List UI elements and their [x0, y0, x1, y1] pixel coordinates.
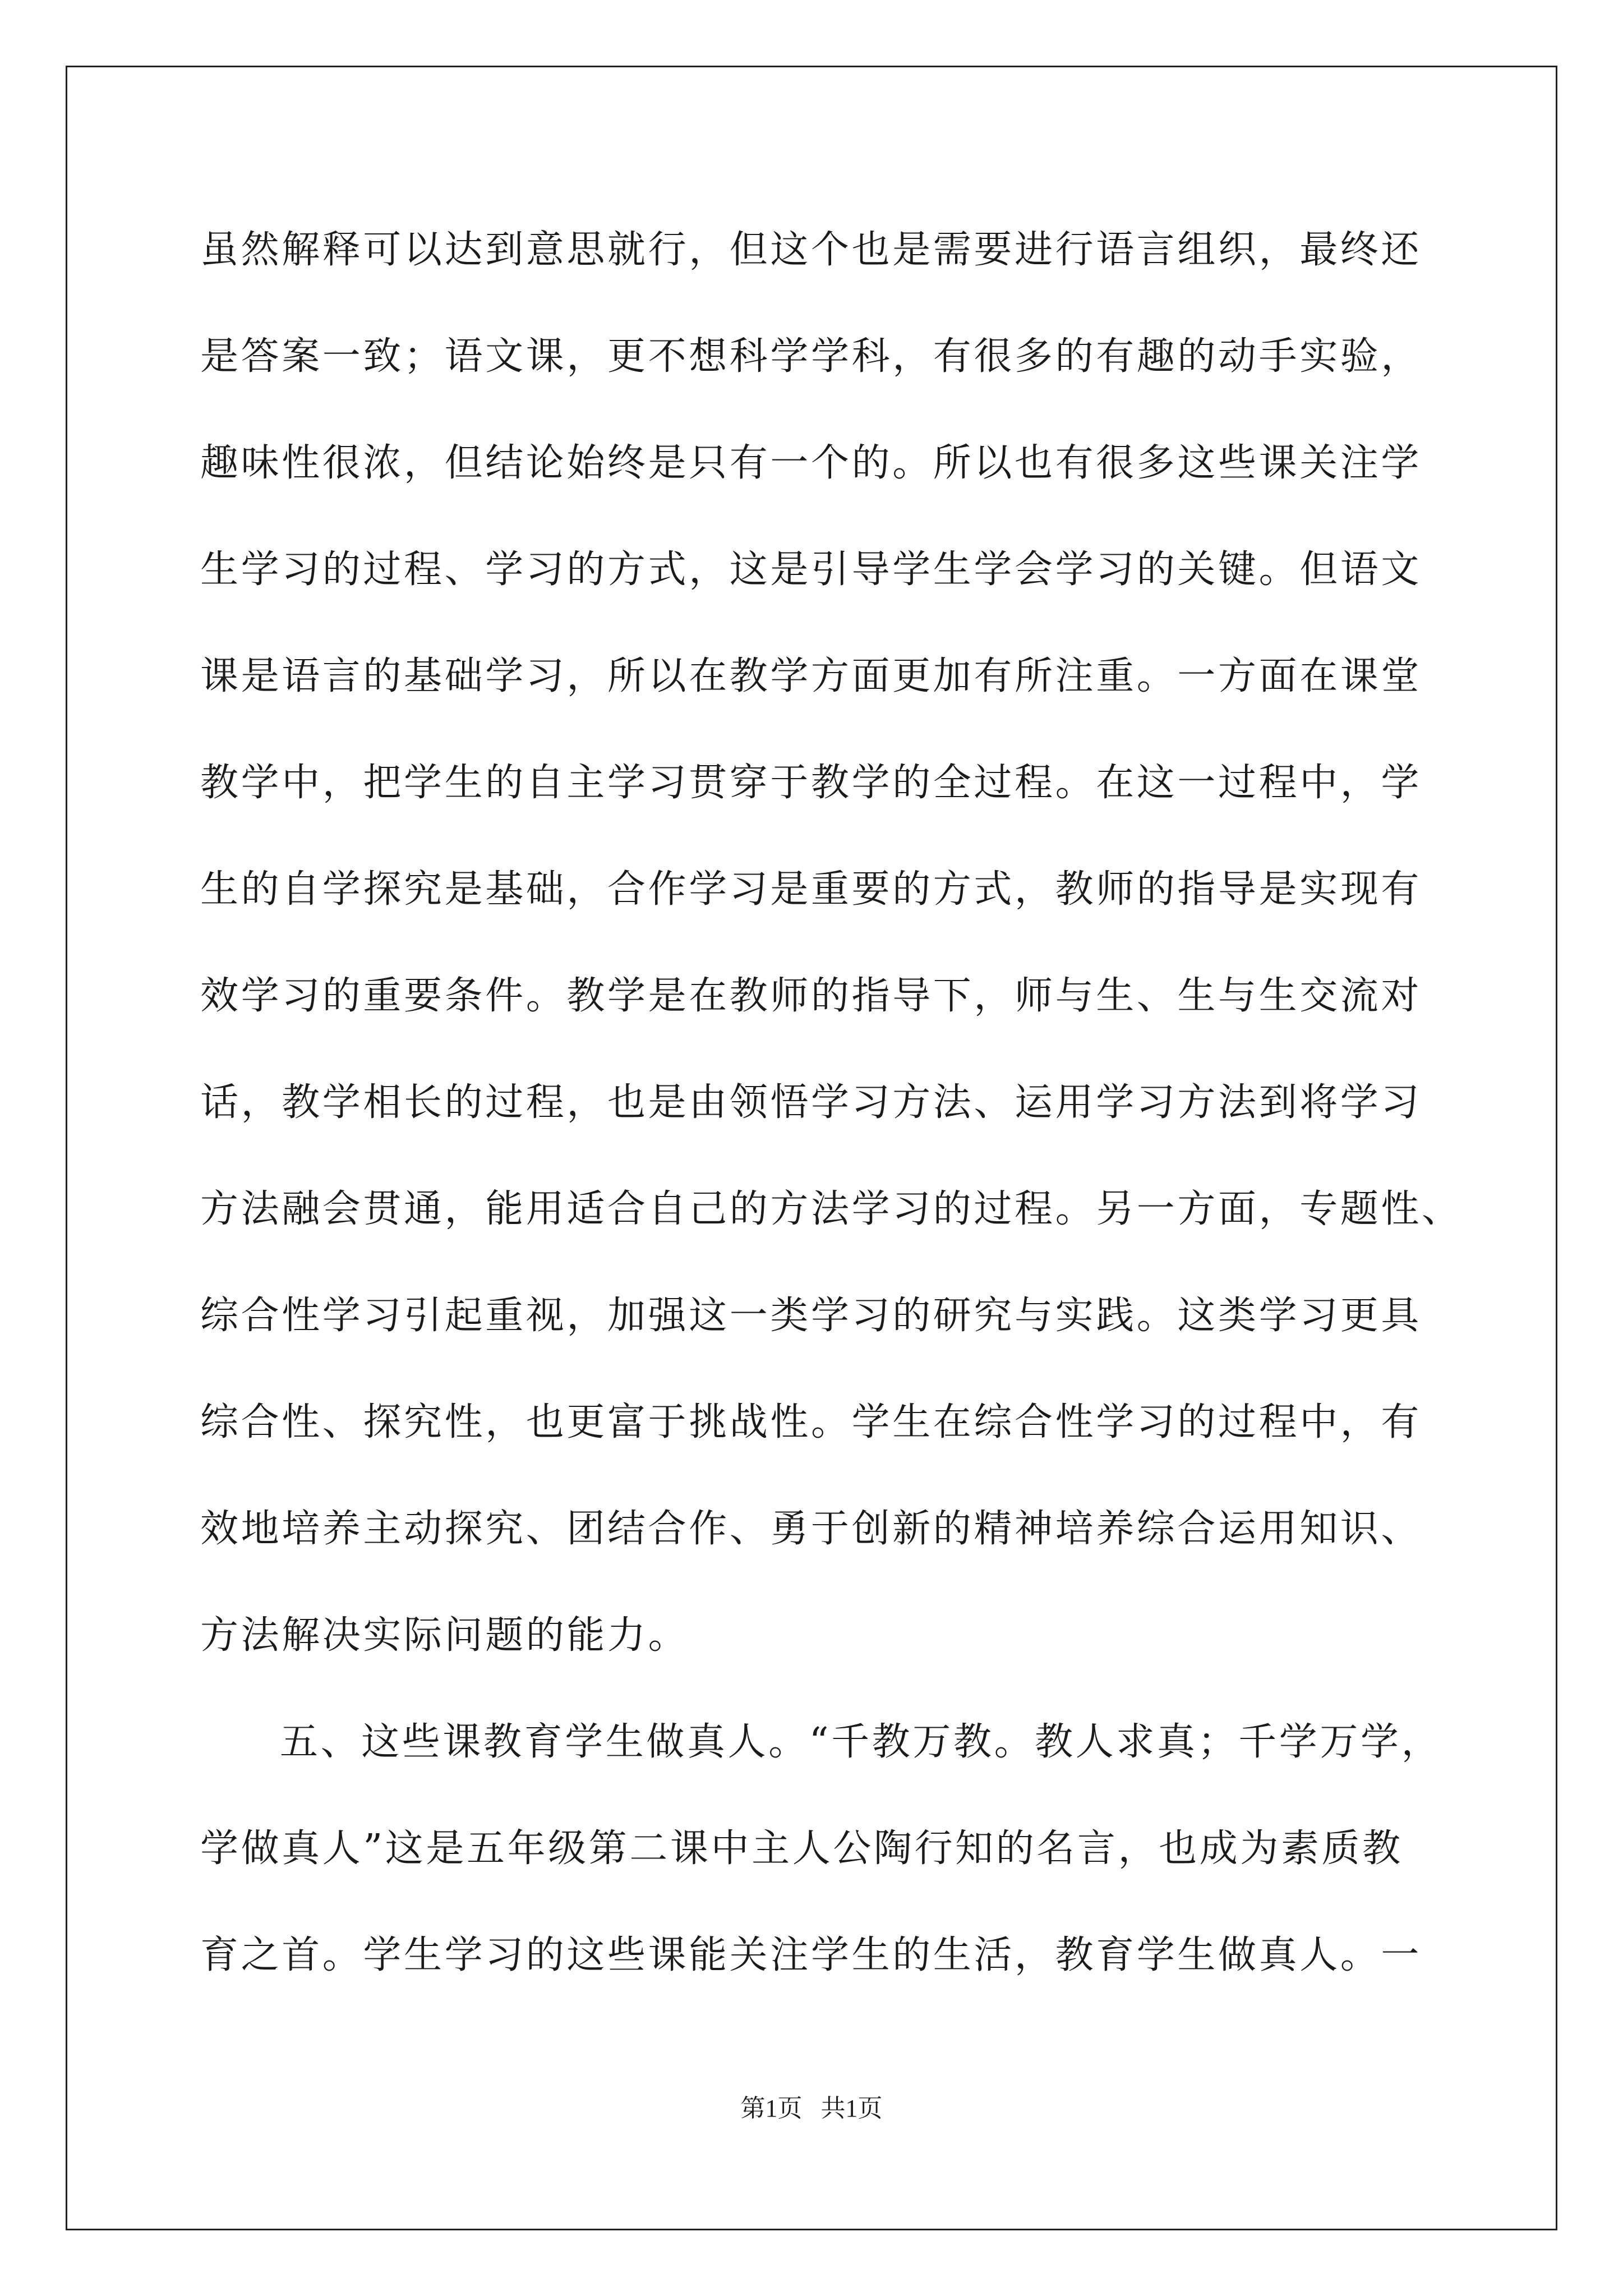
paragraph-first-line: 五、这些课教育学生做真人。“千教万教。教人求真；千学万学，	[280, 1720, 1442, 1764]
text-line: 生的自学探究是基础，合作学习是重要的方式，教师的指导是实现有	[200, 867, 1422, 912]
text-line: 方法解决实际问题的能力。	[200, 1613, 689, 1658]
text-line: 效学习的重要条件。教学是在教师的指导下，师与生、生与生交流对	[200, 974, 1422, 1018]
text-line: 综合性学习引起重视，加强这一类学习的研究与实践。这类学习更具	[200, 1294, 1422, 1338]
text-line: 学做真人”这是五年级第二课中主人公陶行知的名言，也成为素质教	[200, 1826, 1403, 1871]
text-line: 课是语言的基础学习，所以在教学方面更加有所注重。一方面在课堂	[200, 654, 1422, 698]
text-line: 虽然解释可以达到意思就行，但这个也是需要进行语言组织，最终还	[200, 228, 1422, 272]
text-line: 话，教学相长的过程，也是由领悟学习方法、运用学习方法到将学习	[200, 1080, 1422, 1125]
document-body	[200, 220, 1468, 2032]
page-number-footer: 第1页 共1页	[740, 2095, 883, 2122]
text-line: 教学中，把学生的自主学习贯穿于教学的全过程。在这一过程中，学	[200, 761, 1422, 805]
text-line: 趣味性很浓，但结论始终是只有一个的。所以也有很多这些课关注学	[200, 441, 1422, 485]
text-line: 育之首。学生学习的这些课能关注学生的生活，教育学生做真人。一	[200, 1933, 1422, 1977]
text-line: 效地培养主动探究、团结合作、勇于创新的精神培养综合运用知识、	[200, 1507, 1422, 1551]
text-line: 生学习的过程、学习的方式，这是引导学生学会学习的关键。但语文	[200, 547, 1422, 592]
text-line: 综合性、探究性，也更富于挑战性。学生在综合性学习的过程中，有	[200, 1400, 1422, 1444]
text-line: 是答案一致；语文课，更不想科学学科，有很多的有趣的动手实验，	[200, 334, 1422, 379]
text-line: 方法融会贯通，能用适合自己的方法学习的过程。另一方面，专题性、	[200, 1187, 1463, 1231]
